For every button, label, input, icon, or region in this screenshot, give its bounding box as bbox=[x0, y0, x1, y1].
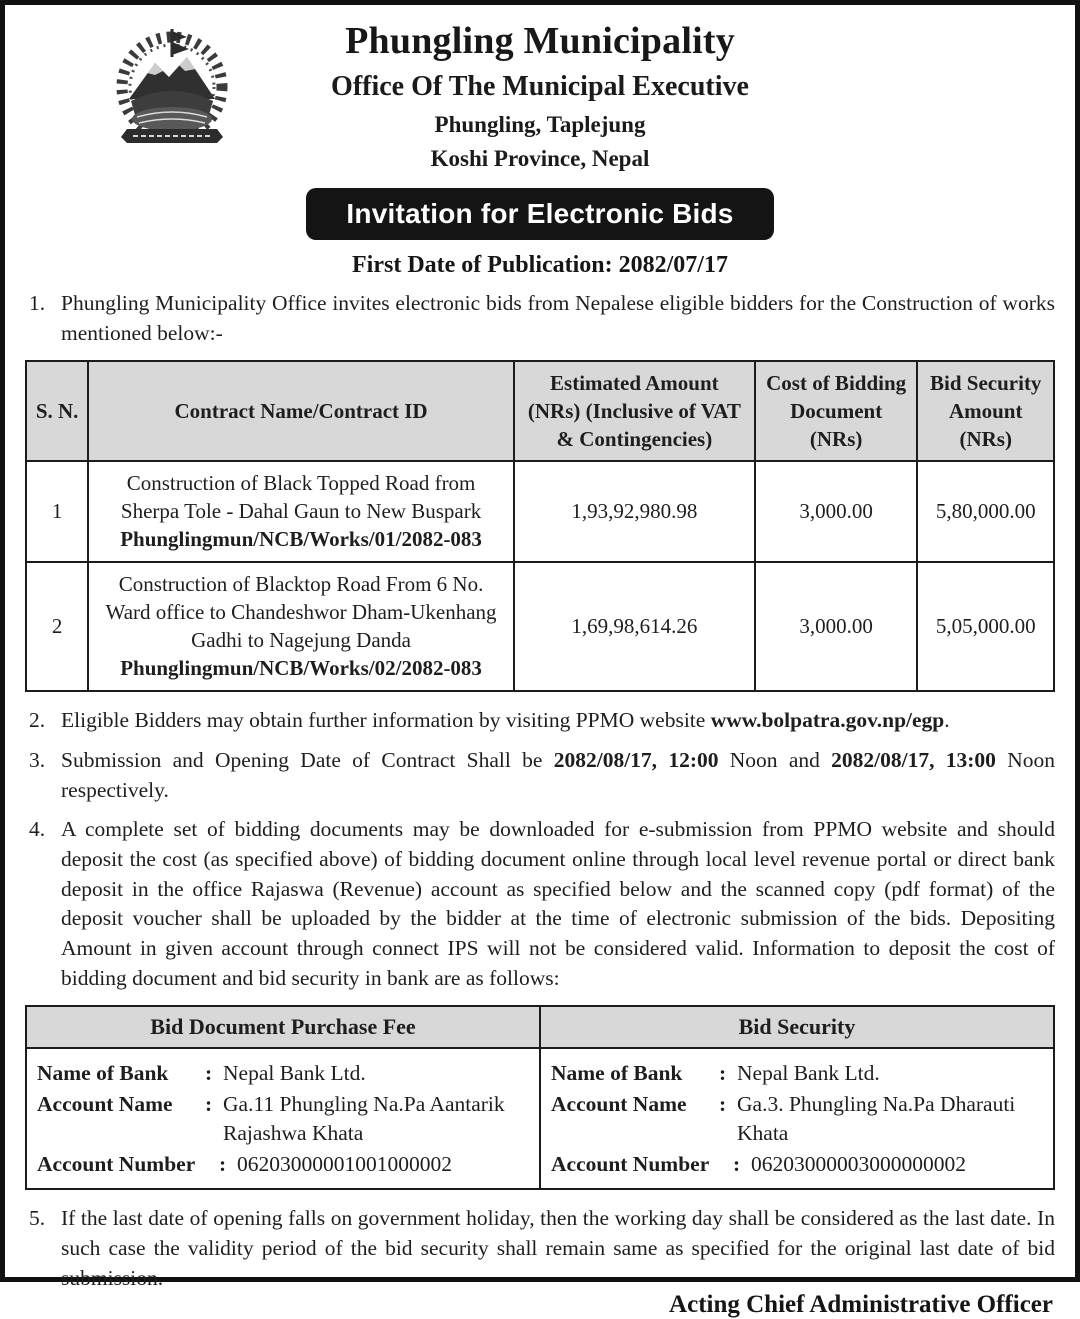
account-number-label: Account Number bbox=[551, 1151, 710, 1176]
account-name-label: Account Name bbox=[551, 1092, 687, 1117]
row-contract-cell bbox=[88, 461, 514, 562]
colon: : bbox=[205, 1092, 213, 1117]
row-bid-security: 5,05,000.00 bbox=[917, 562, 1054, 691]
notice-number: 2. bbox=[29, 708, 46, 733]
notice-number: 5. bbox=[29, 1206, 46, 1231]
bank-security-cell bbox=[540, 1048, 1054, 1189]
contract-id: Phunglingmun/NCB/Works/02/2082-083 bbox=[120, 655, 482, 680]
account-number-row bbox=[37, 1150, 529, 1179]
notice-text-plain: Noon respectively. bbox=[61, 748, 1055, 802]
notice-item-3 bbox=[25, 746, 1055, 805]
contract-name: Construction of Blacktop Road From 6 No. Ward office to Chandeshwor Dham-Ukenhang Gadhi to Nagejung Danda bbox=[105, 572, 497, 652]
bank-table-body-row bbox=[26, 1048, 1054, 1189]
notice-text: Phungling Municipality Office invites electronic bids from Nepalese eligible bidders for the Construction of works mentioned below:- bbox=[61, 291, 1055, 345]
account-name-label: Account Name bbox=[37, 1092, 173, 1117]
header-bid-document-purchase-fee: Bid Document Purchase Fee bbox=[26, 1006, 540, 1048]
header-sn: S. N. bbox=[26, 361, 88, 461]
header-bid-security: Bid Security Amount (NRs) bbox=[917, 361, 1054, 461]
colon: : bbox=[219, 1151, 227, 1176]
invitation-banner: Invitation for Electronic Bids bbox=[306, 188, 773, 240]
notice-item-4 bbox=[25, 815, 1055, 993]
municipality-title: Phungling Municipality bbox=[345, 20, 735, 62]
row-sn: 1 bbox=[26, 461, 88, 562]
nepal-government-emblem-logo bbox=[97, 23, 247, 151]
row-estimated-amount: 1,69,98,614.26 bbox=[514, 562, 755, 691]
header-bidding-cost: Cost of Bidding Document (NRs) bbox=[755, 361, 918, 461]
address-line: Phungling, Taplejung bbox=[434, 112, 646, 137]
province-line: Koshi Province, Nepal bbox=[430, 146, 650, 171]
bank-name-value: Nepal Bank Ltd. bbox=[737, 1061, 880, 1086]
bank-name-label: Name of Bank bbox=[551, 1061, 683, 1086]
bank-fee-cell bbox=[26, 1048, 540, 1189]
publication-date: First Date of Publication: 2082/07/17 bbox=[352, 252, 728, 278]
table-row bbox=[26, 461, 1054, 562]
account-number-row bbox=[551, 1150, 1043, 1179]
colon: : bbox=[719, 1061, 727, 1086]
notice-text-plain: Noon and bbox=[718, 748, 832, 772]
bank-name-row bbox=[551, 1059, 1043, 1088]
account-number-value: 06203000003000000002 bbox=[751, 1151, 966, 1176]
bank-name-row bbox=[37, 1059, 529, 1088]
ppmo-website-url: www.bolpatra.gov.np/egp bbox=[710, 708, 945, 733]
submission-date: 2082/08/17, 12:00 bbox=[553, 748, 719, 772]
signature-title: Acting Chief Administrative Officer bbox=[669, 1291, 1053, 1319]
bank-name-value: Nepal Bank Ltd. bbox=[223, 1061, 366, 1086]
bid-table-header-row bbox=[26, 361, 1054, 461]
account-name-value: Ga.3. Phungling Na.Pa Dharauti Khata bbox=[737, 1092, 1016, 1145]
notice-text-plain: Eligible Bidders may obtain further information by visiting PPMO website bbox=[61, 708, 711, 733]
office-subtitle: Office Of The Municipal Executive bbox=[331, 71, 749, 102]
account-name-value: Ga.11 Phungling Na.Pa Aantarik Rajashwa Khata bbox=[223, 1092, 505, 1145]
header-contract-name: Contract Name/Contract ID bbox=[88, 361, 514, 461]
colon: : bbox=[733, 1151, 741, 1176]
row-bidding-cost: 3,000.00 bbox=[755, 461, 918, 562]
colon: : bbox=[719, 1092, 727, 1117]
bank-details-table bbox=[25, 1005, 1055, 1190]
account-number-value: 06203000001001000002 bbox=[237, 1151, 452, 1176]
row-contract-cell bbox=[88, 562, 514, 691]
notice-item-5 bbox=[25, 1204, 1055, 1293]
row-bidding-cost: 3,000.00 bbox=[755, 562, 918, 691]
contract-id: Phunglingmun/NCB/Works/01/2082-083 bbox=[120, 526, 482, 551]
account-name-row bbox=[551, 1090, 1043, 1148]
notice-text bbox=[61, 706, 1055, 736]
notice-number: 3. bbox=[29, 748, 46, 772]
header-bid-security-account: Bid Security bbox=[540, 1006, 1054, 1048]
colon: : bbox=[205, 1061, 213, 1086]
row-bid-security: 5,80,000.00 bbox=[917, 461, 1054, 562]
document-header bbox=[25, 19, 1055, 279]
notice-number: 1. bbox=[29, 291, 46, 315]
row-estimated-amount: 1,93,92,980.98 bbox=[514, 461, 755, 562]
notice-text-plain: Submission and Opening Date of Contract Shall be bbox=[61, 748, 554, 772]
contract-name: Construction of Black Topped Road from Sherpa Tole - Dahal Gaun to New Buspark bbox=[120, 471, 482, 524]
account-number-label: Account Number bbox=[37, 1151, 196, 1176]
bank-table-header-row bbox=[26, 1006, 1054, 1048]
row-sn: 2 bbox=[26, 562, 88, 691]
bid-table bbox=[25, 360, 1055, 692]
header-estimated-amount: Estimated Amount (NRs) (Inclusive of VAT & Contingencies) bbox=[514, 361, 755, 461]
notice-item-2 bbox=[25, 706, 1055, 736]
notice-number: 4. bbox=[29, 817, 46, 842]
account-name-row bbox=[37, 1090, 529, 1148]
notice-text-plain: . bbox=[944, 708, 950, 733]
bank-name-label: Name of Bank bbox=[37, 1061, 169, 1086]
notice-text: A complete set of bidding documents may be downloaded for e-submission from PPMO website and should deposit the cost (as specified above) of bidding document online through local level revenue portal or direct bank deposit in the office Rajaswa (Revenue) account as specified below and the scanned copy (pdf format) of the deposit voucher shall be uploaded by the bidder at the time of electronic submission of the bids. Depositing Amount in given account through connect IPS will not be considered valid. Information to deposit the cost of bidding document and bid security in bank are as follows: bbox=[61, 817, 1055, 990]
opening-date: 2082/08/17, 13:00 bbox=[831, 748, 996, 772]
table-row bbox=[26, 562, 1054, 691]
notice-text: If the last date of opening falls on government holiday, then the working day shall be considered as the last date. In such case the validity period of the bid security shall remain same as specified for the original last date of bid submission. bbox=[61, 1206, 1055, 1290]
notice-text bbox=[61, 746, 1055, 805]
notice-item-1 bbox=[25, 289, 1055, 348]
